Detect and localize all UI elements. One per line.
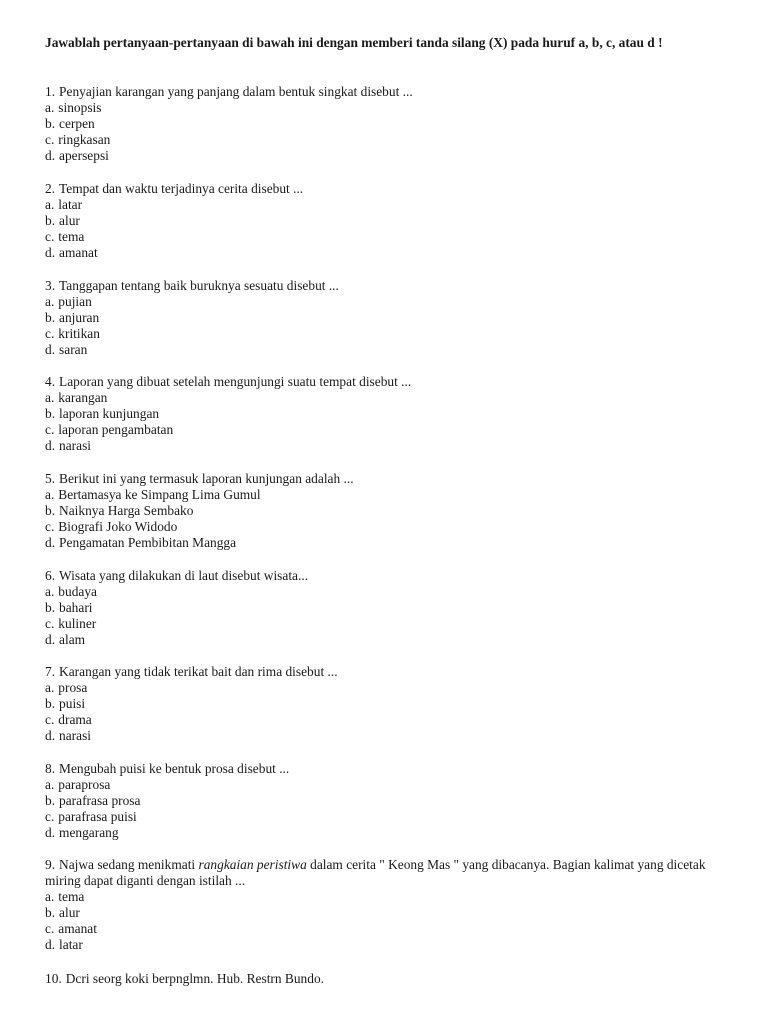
option-a[interactable]: a. pujian <box>45 294 92 309</box>
question-text: Dcri seorg koki berpnglmn. Hub. Restrn Bundo. <box>65 971 324 986</box>
option-a[interactable]: a. budaya <box>45 584 97 599</box>
option-b[interactable]: b. puisi <box>45 696 86 711</box>
question-number: 5. <box>45 471 56 486</box>
question-number: 10. <box>45 971 62 986</box>
question-text: Tanggapan tentang baik buruknya sesuatu disebut ... <box>59 278 339 293</box>
question-8 <box>45 761 735 841</box>
question-number: 8. <box>45 761 56 776</box>
question-text: Mengubah puisi ke bentuk prosa disebut ... <box>59 761 290 776</box>
option-a[interactable]: a. tema <box>45 889 85 904</box>
option-a[interactable]: a. prosa <box>45 680 88 695</box>
question-6 <box>45 568 735 648</box>
option-b[interactable]: b. alur <box>45 905 80 920</box>
option-d[interactable]: d. mengarang <box>45 825 119 840</box>
option-c[interactable]: c. parafrasa puisi <box>45 809 137 824</box>
question-text: Laporan yang dibuat setelah mengunjungi suatu tempat disebut ... <box>59 374 412 389</box>
option-d[interactable]: d. Pengamatan Pembibitan Mangga <box>45 535 237 550</box>
option-d[interactable]: d. narasi <box>45 728 92 743</box>
option-c[interactable]: c. Biografi Joko Widodo <box>45 519 178 534</box>
option-b[interactable]: b. cerpen <box>45 116 95 131</box>
question-number: 7. <box>45 664 56 679</box>
question-text: Tempat dan waktu terjadinya cerita disebut ... <box>59 181 304 196</box>
option-c[interactable]: c. laporan pengambatan <box>45 422 174 437</box>
option-a[interactable]: a. sinopsis <box>45 100 102 115</box>
question-9 <box>45 857 735 953</box>
option-c[interactable]: c. kuliner <box>45 616 97 631</box>
instructions-heading: Jawablah pertanyaan-pertanyaan di bawah ini dengan memberi tanda silang (X) pada huruf a, b, c, atau d ! <box>45 35 663 50</box>
option-d[interactable]: d. saran <box>45 342 88 357</box>
question-text: Berikut ini yang termasuk laporan kunjungan adalah ... <box>59 471 354 486</box>
option-c[interactable]: c. ringkasan <box>45 132 111 147</box>
question-text-after: dalam cerita " Keong Mas " yang dibacanya. Bagian kalimat yang dicetak miring dapat diganti dengan istilah ... <box>45 857 706 888</box>
question-5 <box>45 471 735 551</box>
question-text-before: Najwa sedang menikmati <box>59 857 196 872</box>
question-text: Penyajian karangan yang panjang dalam bentuk singkat disebut ... <box>59 84 413 99</box>
option-b[interactable]: b. Naiknya Harga Sembako <box>45 503 194 518</box>
question-1 <box>45 84 735 164</box>
option-d[interactable]: d. narasi <box>45 438 92 453</box>
option-a[interactable]: a. latar <box>45 197 83 212</box>
question-3 <box>45 278 735 358</box>
option-d[interactable]: d. apersepsi <box>45 148 109 163</box>
question-10 <box>45 971 735 987</box>
option-d[interactable]: d. amanat <box>45 245 98 260</box>
question-2 <box>45 181 735 261</box>
option-a[interactable]: a. paraprosa <box>45 777 111 792</box>
question-4 <box>45 374 735 454</box>
option-d[interactable]: d. alam <box>45 632 86 647</box>
question-7 <box>45 664 735 744</box>
option-b[interactable]: b. anjuran <box>45 310 100 325</box>
question-number: 6. <box>45 568 56 583</box>
question-text: Karangan yang tidak terikat bait dan rima disebut ... <box>59 664 338 679</box>
question-text-italic: rangkaian peristiwa <box>198 857 307 872</box>
option-b[interactable]: b. parafrasa prosa <box>45 793 141 808</box>
question-number: 3. <box>45 278 56 293</box>
option-a[interactable]: a. Bertamasya ke Simpang Lima Gumul <box>45 487 261 502</box>
option-c[interactable]: c. amanat <box>45 921 97 936</box>
option-c[interactable]: c. drama <box>45 712 92 727</box>
question-text: Wisata yang dilakukan di laut disebut wisata... <box>59 568 309 583</box>
option-d[interactable]: d. latar <box>45 937 83 952</box>
option-b[interactable]: b. laporan kunjungan <box>45 406 160 421</box>
option-c[interactable]: c. tema <box>45 229 85 244</box>
question-number: 4. <box>45 374 56 389</box>
question-number: 9. <box>45 857 56 872</box>
option-a[interactable]: a. karangan <box>45 390 108 405</box>
question-number: 2. <box>45 181 56 196</box>
question-number: 1. <box>45 84 56 99</box>
option-b[interactable]: b. alur <box>45 213 80 228</box>
option-c[interactable]: c. kritikan <box>45 326 100 341</box>
option-b[interactable]: b. bahari <box>45 600 93 615</box>
